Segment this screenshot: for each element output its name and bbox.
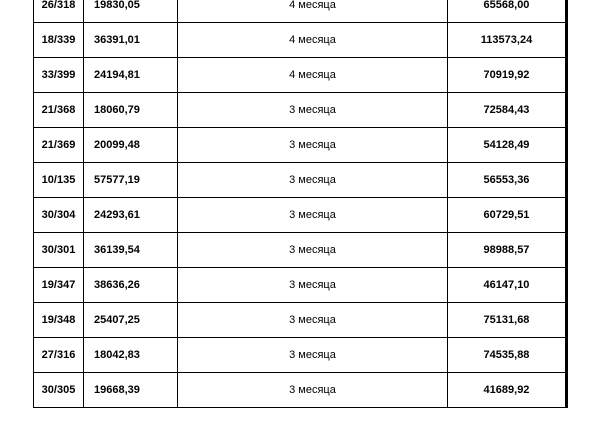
total-cell: 75131,68: [448, 303, 567, 338]
table-row: [34, 303, 567, 338]
apartment-cell: 10/135: [34, 163, 84, 198]
apartment-cell: 30/305: [34, 373, 84, 408]
table-row: [34, 233, 567, 268]
period-cell: 3 месяца: [178, 163, 448, 198]
period-cell: 3 месяца: [178, 338, 448, 373]
total-cell: 60729,51: [448, 198, 567, 233]
amount-cell: 18060,79: [84, 93, 178, 128]
apartment-cell: 19/348: [34, 303, 84, 338]
table-row: [34, 23, 567, 58]
total-cell: 70919,92: [448, 58, 567, 93]
amount-cell: 19830,05: [84, 0, 178, 23]
period-cell: 3 месяца: [178, 128, 448, 163]
period-cell: 3 месяца: [178, 198, 448, 233]
table-row: [34, 198, 567, 233]
total-cell: 113573,24: [448, 23, 567, 58]
data-table: [33, 0, 568, 408]
amount-cell: 38636,26: [84, 268, 178, 303]
apartment-cell: 33/399: [34, 58, 84, 93]
total-cell: 72584,43: [448, 93, 567, 128]
total-cell: 98988,57: [448, 233, 567, 268]
table-row: [34, 268, 567, 303]
apartment-cell: 18/339: [34, 23, 84, 58]
table-row: [34, 0, 567, 23]
apartment-cell: 21/368: [34, 93, 84, 128]
total-cell: 56553,36: [448, 163, 567, 198]
total-cell: 65568,00: [448, 0, 567, 23]
amount-cell: 19668,39: [84, 373, 178, 408]
period-cell: 4 месяца: [178, 0, 448, 23]
amount-cell: 18042,83: [84, 338, 178, 373]
table-row: [34, 373, 567, 408]
period-cell: 3 месяца: [178, 303, 448, 338]
period-cell: 3 месяца: [178, 93, 448, 128]
amount-cell: 57577,19: [84, 163, 178, 198]
amount-cell: 25407,25: [84, 303, 178, 338]
amount-cell: 20099,48: [84, 128, 178, 163]
apartment-cell: 19/347: [34, 268, 84, 303]
total-cell: 41689,92: [448, 373, 567, 408]
amount-cell: 24293,61: [84, 198, 178, 233]
total-cell: 54128,49: [448, 128, 567, 163]
total-cell: 46147,10: [448, 268, 567, 303]
amount-cell: 24194,81: [84, 58, 178, 93]
period-cell: 4 месяца: [178, 23, 448, 58]
apartment-cell: 30/304: [34, 198, 84, 233]
table-row: [34, 93, 567, 128]
apartment-cell: 21/369: [34, 128, 84, 163]
period-cell: 3 месяца: [178, 268, 448, 303]
period-cell: 3 месяца: [178, 233, 448, 268]
apartment-cell: 27/316: [34, 338, 84, 373]
table-row: [34, 163, 567, 198]
apartment-cell: 30/301: [34, 233, 84, 268]
table-body: [34, 0, 567, 408]
period-cell: 4 месяца: [178, 58, 448, 93]
table-row: [34, 338, 567, 373]
table-row: [34, 58, 567, 93]
amount-cell: 36391,01: [84, 23, 178, 58]
total-cell: 74535,88: [448, 338, 567, 373]
amount-cell: 36139,54: [84, 233, 178, 268]
table-row: [34, 128, 567, 163]
period-cell: 3 месяца: [178, 373, 448, 408]
apartment-cell: 26/318: [34, 0, 84, 23]
